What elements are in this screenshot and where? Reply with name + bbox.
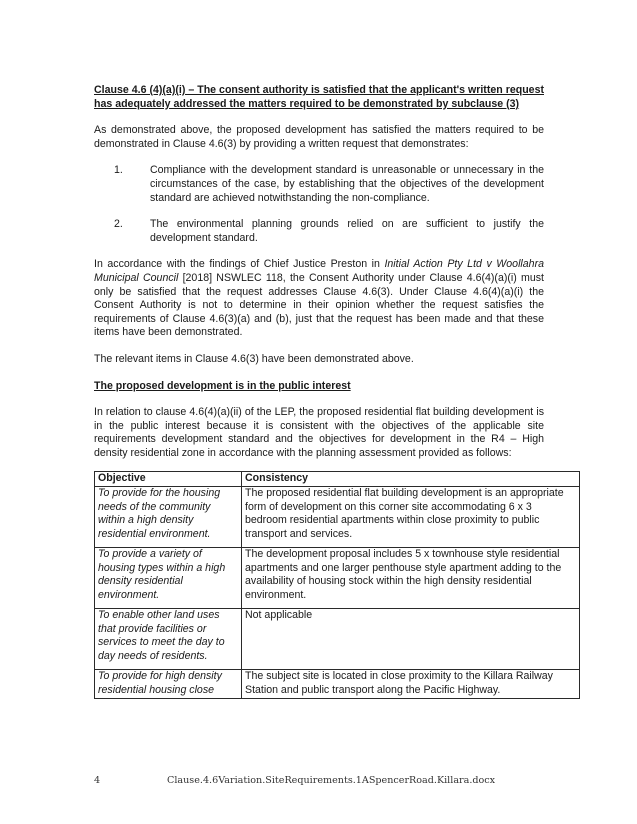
header-consistency: Consistency [242,472,580,487]
case-citation: Initial Action Pty Ltd v Woollahra Municipal Council [94,258,544,284]
list-item [94,164,544,205]
findings-text-start: In accordance with the findings of Chief Justice Preston in [94,258,385,271]
document-filename: Clause.4.6Variation.SiteRequirements.1ASpencerRoad.Killara.docx [167,775,496,786]
table-row [95,609,580,670]
public-interest-paragraph: In relation to clause 4.6(4)(a)(ii) of the LEP, the proposed residential flat building development is in the public interest because it is consistent with the objectives of the applicable site requirements development standard and the objectives for development in the R4 – High density residential zone in accordance with the planning assessment provided as follows: [94,406,544,459]
list-item-number: 1. [114,164,123,177]
requirements-list [94,164,544,245]
consistency-cell: The development proposal includes 5 x townhouse style residential apartments and one larger penthouse style apartment adding to the availability of housing stock within the high density residential environment. [242,548,580,609]
findings-paragraph [94,258,544,340]
section-heading-clause-4-6-4-a-i: Clause 4.6 (4)(a)(i) – The consent authority is satisfied that the applicant's written request has adequately addressed the matters required to be demonstrated by subclause (3) [94,84,544,110]
findings-text-end: [2018] NSWLEC 118, the Consent Authority under Clause 4.6(4)(a)(i) must only be satisfied that the request addresses Clause 4.6(3). Under Clause 4.6(4)(a)(i) the Consent Authority is not to determine in their opinion whether the request satisfies the requirements of Clause 4.6(3)(a) and (b), just that the request has been made and that these items have been demonstrated. [94,271,544,339]
list-item-text: Compliance with the development standard is unreasonable or unnecessary in the circumstances of the case, by establishing that the objectives of the development standard are achieved notwithstanding the non-compliance. [150,164,544,204]
list-item [94,218,544,245]
objectives-table [94,471,580,699]
section-heading-public-interest: The proposed development is in the public interest [94,379,351,392]
consistency-cell: The subject site is located in close proximity to the Killara Railway Station and public transport along the Pacific Highway. [242,670,580,699]
objective-cell: To enable other land uses that provide facilities or services to meet the day to day needs of residents. [95,609,242,670]
document-body [94,84,564,699]
objective-cell: To provide for high density residential housing close [95,670,242,699]
intro-paragraph: As demonstrated above, the proposed development has satisfied the matters required to be demonstrated in Clause 4.6(3) by providing a written request that demonstrates: [94,124,544,150]
table-row [95,487,580,548]
table-row [95,548,580,609]
relevant-items-paragraph: The relevant items in Clause 4.6(3) have been demonstrated above. [94,352,414,365]
objective-cell: To provide for the housing needs of the community within a high density residential environment. [95,487,242,548]
consistency-cell: The proposed residential flat building development is an appropriate form of development on this corner site accommodating 6 x 3 bedroom residential apartments within close proximity to public transport and services. [242,487,580,548]
table-header-row [95,472,580,487]
list-item-text: The environmental planning grounds relied on are sufficient to justify the development standard. [150,218,544,244]
consistency-cell: Not applicable [242,609,580,670]
page-number: 4 [94,775,101,786]
table-row [95,670,580,699]
header-objective: Objective [95,472,242,487]
list-item-number: 2. [114,218,123,231]
objective-cell: To provide a variety of housing types within a high density residential environment. [95,548,242,609]
